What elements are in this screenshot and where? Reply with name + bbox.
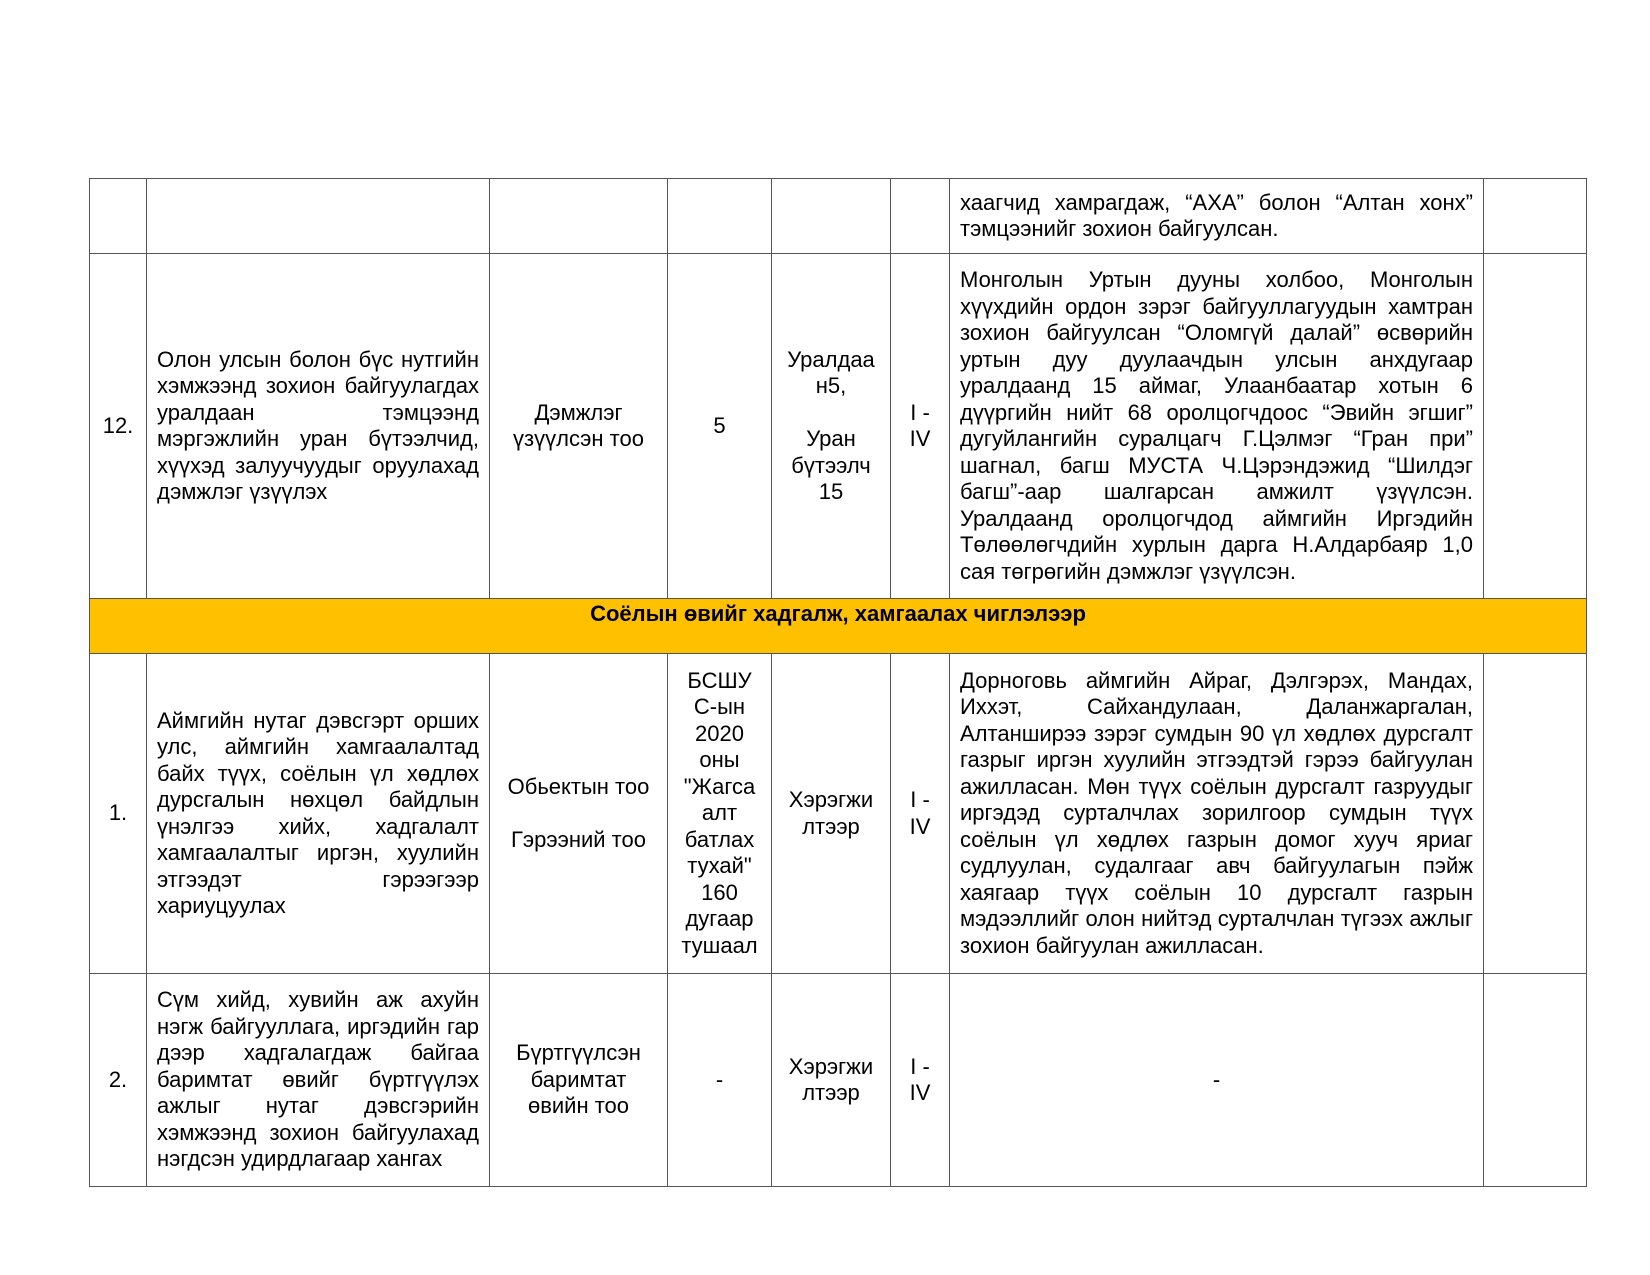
target-cell: Уралдаа н5, Уран бүтээлч 15 [772, 254, 891, 599]
task-cell: Олон улсын болон бүс нутгийн хэмжээнд зохион байгуулагдах уралдаан тэмцээнд мэргэжлийн уран бүтээлчид, хүүхэд залуучуудыг оруулахад дэмжлэг үзүүлэх [147, 254, 490, 599]
note-cell [1484, 654, 1587, 974]
table-row-1 [90, 654, 1587, 974]
indicator-cell: Дэмжлэг үзүүлсэн тоо [490, 254, 668, 599]
task-cell: Аймгийн нутаг дэвсгэрт орших улс, аймгийн хамгаалалтад байх түүх, соёлын үл хөдлөх дурсгалын нөхцөл байдлын үнэлгээ хийх, хадгалалт хамгаалалтыг иргэн, хуулийн этгээдэт гэрээгээр хариуцуулах [147, 654, 490, 974]
result-cell: хаагчид хамрагдаж, “АХА” болон “Алтан хонх” тэмцээнийг зохион байгуулсан. [950, 179, 1484, 254]
task-cell [147, 179, 490, 254]
section-header-row [90, 599, 1587, 654]
target-cell: Хэрэгжи лтээр [772, 974, 891, 1187]
note-cell [1484, 179, 1587, 254]
period-cell [891, 179, 950, 254]
note-cell [1484, 974, 1587, 1187]
note-cell [1484, 254, 1587, 599]
result-cell: - [950, 974, 1484, 1187]
row-number-cell: 2. [90, 974, 147, 1187]
baseline-cell [668, 179, 772, 254]
result-cell: Монголын Уртын дууны холбоо, Монголын хүүхдийн ордон зэрэг байгууллагуудын хамтран зохион байгуулсан “Оломгүй далай” өсвөрийн уртын дуу дуулаачдын улсын анхдугаар уралдаанд 15 аймаг, Улаанбаатар хотын 6 дүүргийн нийт 68 оролцогчдоос “Эвийн эгшиг” дугуйлангийн суралцагч Г.Цэлмэг “Гран при” шагнал, багш МУСТА Ч.Цэрэндэжид “Шилдэг багш”-аар шалгарсан амжилт үзүүлсэн. Уралдаанд оролцогчдод аймгийн Иргэдийн Төлөөлөгчдийн хурлын дарга Н.Алдарбаяр 1,0 сая төгрөгийн дэмжлэг үзүүлсэн. [950, 254, 1484, 599]
baseline-cell: 5 [668, 254, 772, 599]
indicator-cell: Обьектын тоо Гэрээний тоо [490, 654, 668, 974]
period-cell: I - IV [891, 254, 950, 599]
task-cell: Сүм хийд, хувийн аж ахуйн нэгж байгууллага, иргэдийн гар дээр хадгалагдаж байгаа баримтат өвийг бүртгүүлэх ажлыг нутаг дэвсгэрийн хэмжээнд зохион байгуулахад нэгдсэн удирдлагаар хангах [147, 974, 490, 1187]
row-number-cell: 12. [90, 254, 147, 599]
row-number-cell: 1. [90, 654, 147, 974]
indicator-cell: Бүртгүүлсэн баримтат өвийн тоо [490, 974, 668, 1187]
baseline-cell: - [668, 974, 772, 1187]
period-cell: I - IV [891, 654, 950, 974]
table-row-12 [90, 254, 1587, 599]
report-table [89, 178, 1587, 1187]
row-number-cell [90, 179, 147, 254]
section-title: Соёлын өвийг хадгалж, хамгаалах чиглэлээр [90, 599, 1587, 654]
period-cell: I - IV [891, 974, 950, 1187]
table-row-continuation [90, 179, 1587, 254]
target-cell: Хэрэгжи лтээр [772, 654, 891, 974]
target-cell [772, 179, 891, 254]
result-cell: Дорноговь аймгийн Айраг, Дэлгэрэх, Мандах, Иххэт, Сайхандулаан, Даланжаргалан, Алтанширээ зэрэг сумдын 90 үл хөдлөх дурсгалт газрыг иргэн хуулийн этгээдтэй гэрээ байгуулан ажилласан. Мөн түүх соёлын дурсгалт газруудыг иргэдэд сурталчлах зорилгоор сумдын түүх соёлын үл хөдлөх газрын домог хууч яриаг судлуулан, судалгааг авч байгуулагын пэйж хаягаар түүх соёлын 10 дурсгалт газрын мэдээллийг олон нийтэд сурталчлан түгээх ажлыг зохион байгуулан ажилласан. [950, 654, 1484, 974]
indicator-cell [490, 179, 668, 254]
baseline-cell: БСШУ С-ын 2020 оны "Жагса алт батлах тухай" 160 дугаар тушаал [668, 654, 772, 974]
table-row-2 [90, 974, 1587, 1187]
